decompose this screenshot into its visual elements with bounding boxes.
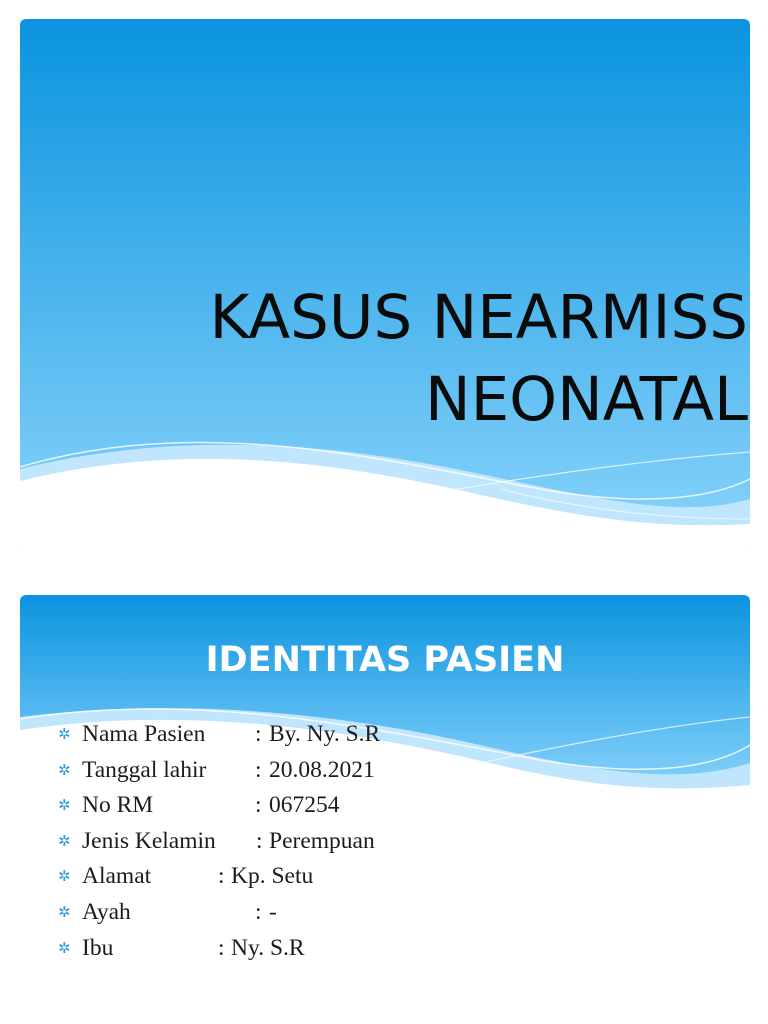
field-separator: : — [218, 863, 225, 890]
asterisk-bullet-icon: ✲ — [58, 796, 71, 815]
field-separator: : — [255, 792, 262, 819]
asterisk-bullet-icon: ✲ — [58, 938, 71, 957]
title-slide — [20, 19, 750, 550]
field-separator: : — [218, 934, 225, 961]
field-label: Ibu — [82, 934, 114, 961]
field-label: Tanggal lahir — [82, 756, 207, 783]
field-separator: : — [255, 898, 262, 925]
asterisk-bullet-icon: ✲ — [58, 725, 71, 743]
title-line-1: KASUS NEARMISS — [209, 282, 748, 353]
field-separator: : — [256, 827, 263, 854]
title-line-2: NEONATAL — [424, 364, 748, 435]
slide-heading: IDENTITAS PASIEN — [205, 640, 565, 680]
asterisk-bullet-icon: ✲ — [58, 867, 71, 886]
field-value: By. Ny. S.R — [269, 721, 381, 747]
field-value: 067254 — [269, 792, 340, 819]
field-value: Ny. S.R — [231, 934, 305, 961]
field-separator: : — [255, 756, 262, 783]
field-value: - — [269, 898, 277, 925]
field-value: Perempuan — [269, 827, 375, 854]
field-value: Kp. Setu — [231, 863, 314, 890]
field-label: Ayah — [82, 898, 131, 925]
asterisk-bullet-icon: ✲ — [58, 902, 71, 921]
asterisk-bullet-icon: ✲ — [58, 760, 71, 779]
field-label: No RM — [82, 792, 154, 819]
field-label: Alamat — [82, 863, 152, 890]
field-separator: : — [255, 721, 262, 747]
slide-title — [210, 277, 749, 441]
identity-slide — [20, 595, 750, 1003]
asterisk-bullet-icon: ✲ — [58, 831, 71, 850]
field-value: 20.08.2021 — [269, 756, 375, 783]
field-label: Jenis Kelamin — [82, 827, 216, 854]
field-label: Nama Pasien — [82, 721, 206, 747]
